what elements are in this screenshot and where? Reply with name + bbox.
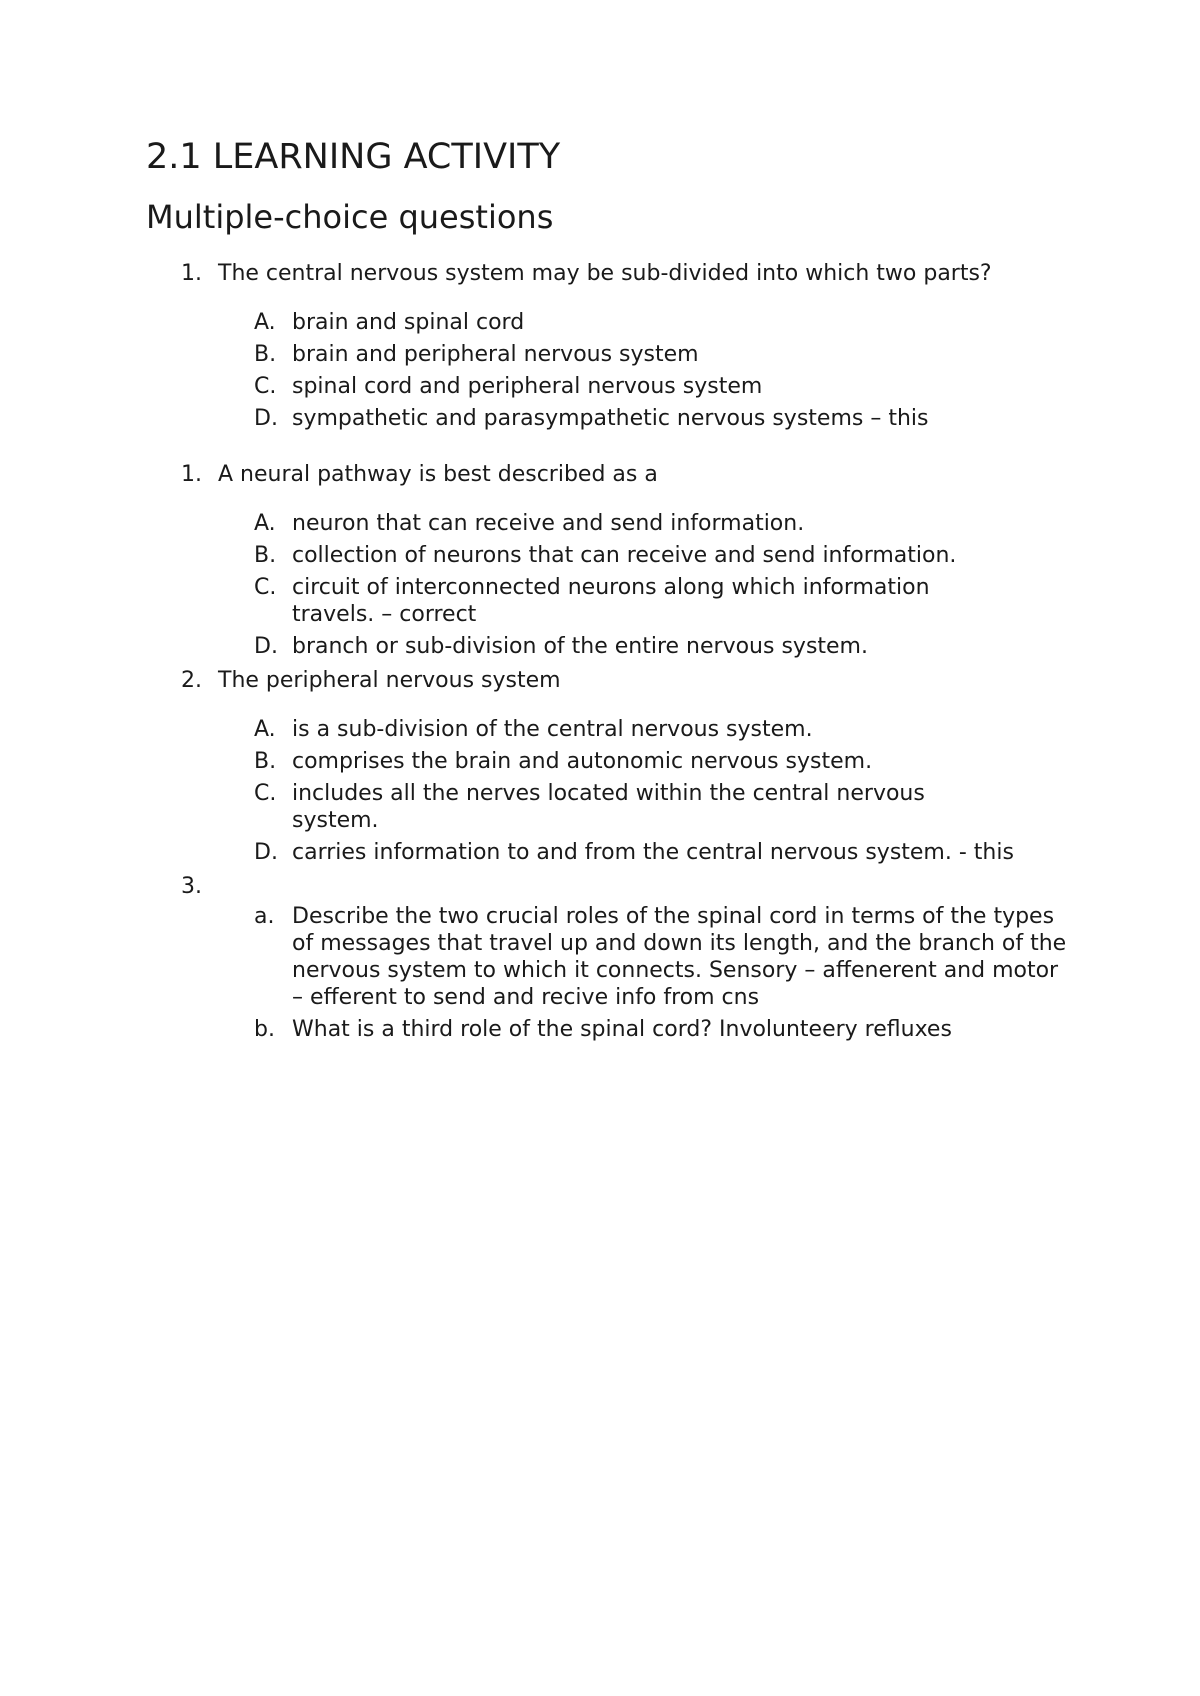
question-block xyxy=(146,459,1106,660)
question-number: 3. xyxy=(181,874,202,900)
option-item xyxy=(146,405,1106,432)
option-text: is a sub-division of the central nervous system. xyxy=(292,717,813,743)
option-label: C. xyxy=(254,374,277,400)
option-label: B. xyxy=(254,749,277,775)
option-label: a. xyxy=(254,904,275,930)
option-text: brain and peripheral nervous system xyxy=(292,342,699,368)
option-label: A. xyxy=(254,511,276,537)
option-label: D. xyxy=(254,634,278,660)
option-item xyxy=(146,574,1106,628)
option-text: Describe the two crucial roles of the spinal cord in terms of the types of messages that travel up and down its length, and the branch of the nervous system to which it connects. Sensory – affenerent and motor – efferent to send and recive info from cns xyxy=(292,904,1067,1011)
option-text: neuron that can receive and send information. xyxy=(292,511,805,537)
option-label: B. xyxy=(254,342,277,368)
option-item xyxy=(146,1016,1106,1043)
question-block xyxy=(146,258,1106,432)
question-item xyxy=(146,871,1106,903)
option-label: C. xyxy=(254,781,277,807)
option-text: What is a third role of the spinal cord? Involunteery refluxes xyxy=(292,1017,952,1043)
option-label: b. xyxy=(254,1017,275,1043)
question-item xyxy=(146,258,1106,290)
option-list xyxy=(146,510,1106,660)
option-item xyxy=(146,373,1106,400)
option-text: brain and spinal cord xyxy=(292,310,525,336)
option-list xyxy=(146,903,1106,1043)
option-text: carries information to and from the central nervous system. - this xyxy=(292,840,1014,866)
page-title: 2.1 LEARNING ACTIVITY xyxy=(146,137,561,177)
option-text: includes all the nerves located within the central nervous system. xyxy=(292,781,925,834)
option-item xyxy=(146,341,1106,368)
option-label: A. xyxy=(254,717,276,743)
option-item xyxy=(146,839,1106,866)
option-text: spinal cord and peripheral nervous system xyxy=(292,374,763,400)
document-page xyxy=(146,136,1106,1048)
option-item xyxy=(146,780,1106,834)
option-label: A. xyxy=(254,310,276,336)
option-text: comprises the brain and autonomic nervous system. xyxy=(292,749,873,775)
option-text: collection of neurons that can receive and send information. xyxy=(292,543,957,569)
question-number: 1. xyxy=(181,261,202,287)
question-number: 2. xyxy=(181,668,202,694)
option-item xyxy=(146,903,1106,1011)
question-text: The central nervous system may be sub-divided into which two parts? xyxy=(218,261,992,287)
option-text: circuit of interconnected neurons along which information travels. – correct xyxy=(292,575,930,628)
option-item xyxy=(146,309,1106,336)
question-block xyxy=(146,871,1106,1043)
option-item xyxy=(146,542,1106,569)
question-text: A neural pathway is best described as a xyxy=(218,462,658,488)
option-item xyxy=(146,748,1106,775)
option-item xyxy=(146,510,1106,537)
option-list xyxy=(146,309,1106,432)
question-item xyxy=(146,459,1106,491)
option-text: branch or sub-division of the entire nervous system. xyxy=(292,634,868,660)
option-item xyxy=(146,633,1106,660)
option-label: D. xyxy=(254,840,278,866)
question-text: The peripheral nervous system xyxy=(218,668,561,694)
question-number: 1. xyxy=(181,462,202,488)
option-label: B. xyxy=(254,543,277,569)
question-block xyxy=(146,665,1106,866)
option-label: D. xyxy=(254,406,278,432)
option-list xyxy=(146,716,1106,866)
option-label: C. xyxy=(254,575,277,601)
question-item xyxy=(146,665,1106,697)
section-subtitle: Multiple-choice questions xyxy=(146,198,554,236)
option-text: sympathetic and parasympathetic nervous systems – this xyxy=(292,406,929,432)
option-item xyxy=(146,716,1106,743)
